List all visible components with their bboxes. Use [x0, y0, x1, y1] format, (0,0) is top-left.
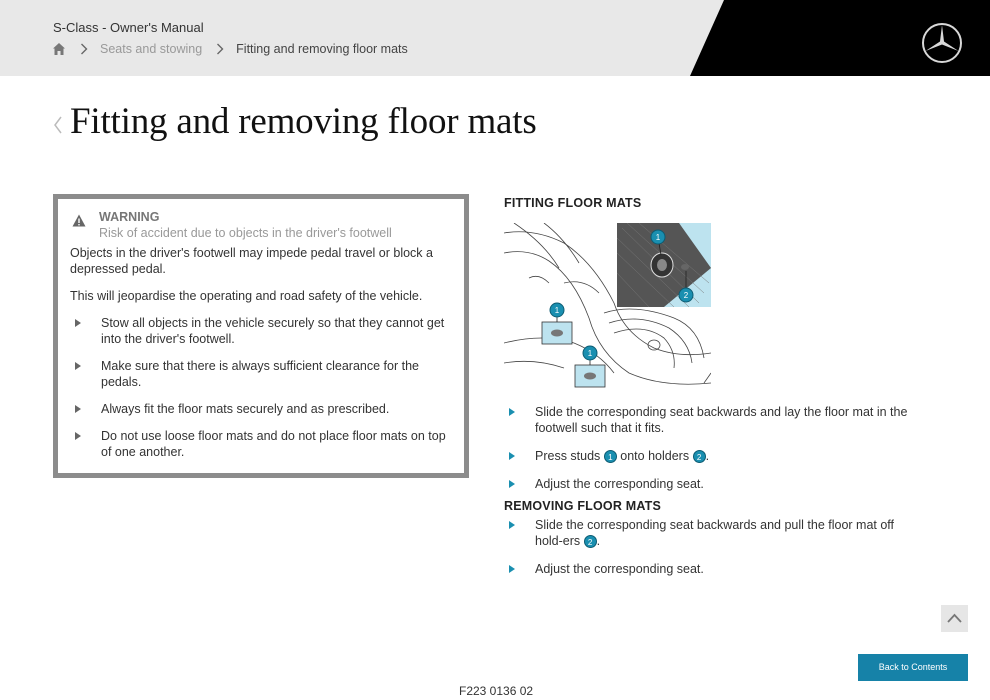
step-text: . — [705, 449, 710, 463]
breadcrumb — [52, 42, 408, 56]
header-bar — [0, 0, 990, 76]
warning-triangle-icon — [72, 214, 86, 227]
floor-mat-illustration — [504, 223, 711, 393]
callout-1-top — [651, 230, 665, 244]
page-title: Fitting and removing floor mats — [70, 101, 537, 142]
bullet-arrow-icon — [509, 480, 515, 488]
chevron-right-icon — [80, 43, 88, 55]
removing-step — [504, 561, 924, 577]
warning-list-item — [70, 401, 450, 417]
warning-list-item — [70, 428, 450, 460]
home-icon[interactable] — [52, 42, 66, 56]
step-text: Slide the corresponding seat backwards and pull the floor mat off hold-ers — [535, 518, 895, 548]
warning-list-item — [70, 315, 450, 347]
callout-1-left — [550, 303, 564, 317]
callout-badge-1: 1 — [604, 450, 617, 463]
warning-subheading: Risk of accident due to objects in the driver's footwell — [99, 226, 392, 240]
breadcrumb-item-current: Fitting and removing floor mats — [236, 42, 408, 56]
svg-text:1: 1 — [554, 306, 560, 315]
scroll-to-top-button[interactable] — [941, 605, 968, 632]
fitting-heading: FITTING FLOOR MATS — [504, 196, 642, 210]
warning-box — [53, 194, 469, 478]
fitting-step — [504, 448, 924, 464]
step-text: Adjust the corresponding seat. — [535, 477, 704, 491]
step-text: Press studs — [535, 449, 601, 463]
callout-badge-2: 2 — [584, 535, 597, 548]
step-text: onto holders — [620, 449, 690, 463]
warning-list — [70, 315, 450, 460]
manual-title: S-Class - Owner's Manual — [53, 20, 204, 35]
warning-paragraph: This will jeopardise the operating and road safety of the vehicle. — [70, 289, 423, 303]
removing-steps — [504, 517, 924, 589]
callout-2-top — [679, 288, 693, 302]
breadcrumb-item-seats[interactable]: Seats and stowing — [100, 42, 203, 56]
step-text: Slide the corresponding seat backwards and lay the floor mat in the footwell such that it fits. — [535, 405, 908, 435]
removing-heading: REMOVING FLOOR MATS — [504, 499, 662, 513]
step-text: Adjust the corresponding seat. — [535, 562, 704, 576]
bullet-arrow-icon — [509, 452, 515, 460]
callout-badge-2: 2 — [693, 450, 706, 463]
fitting-step — [504, 404, 924, 436]
chevron-left-icon[interactable] — [52, 115, 64, 135]
fitting-steps — [504, 404, 924, 504]
mercedes-star-logo-icon[interactable] — [921, 22, 963, 64]
warning-heading: WARNING — [99, 210, 160, 224]
figure-code: F223 0136 02 — [459, 684, 534, 698]
bullet-arrow-icon — [509, 521, 515, 529]
bullet-arrow-icon — [75, 362, 81, 370]
warning-item-text: Do not use loose floor mats and do not place floor mats on top of one another. — [101, 429, 446, 459]
chevron-right-icon — [216, 43, 224, 55]
bullet-arrow-icon — [75, 319, 81, 327]
bullet-arrow-icon — [75, 432, 81, 440]
warning-item-text: Make sure that there is always sufficient clearance for the pedals. — [101, 359, 419, 389]
svg-text:1: 1 — [655, 233, 661, 242]
svg-text:1: 1 — [587, 349, 593, 358]
chevron-up-icon — [941, 605, 968, 632]
warning-item-text: Always fit the floor mats securely and as prescribed. — [101, 402, 390, 416]
bullet-arrow-icon — [75, 405, 81, 413]
warning-paragraph: Objects in the driver's footwell may impede pedal travel or block a depressed pedal. — [70, 246, 433, 276]
removing-step — [504, 517, 924, 549]
warning-body — [70, 245, 450, 471]
callout-1-bottom — [583, 346, 597, 360]
warning-list-item — [70, 358, 450, 390]
svg-text:2: 2 — [683, 291, 689, 300]
back-to-contents-button[interactable]: Back to Contents — [858, 654, 968, 681]
bullet-arrow-icon — [509, 565, 515, 573]
step-text: . — [596, 534, 601, 548]
fitting-step — [504, 476, 924, 492]
bullet-arrow-icon — [509, 408, 515, 416]
warning-item-text: Stow all objects in the vehicle securely so that they cannot get into the driver's footwell. — [101, 316, 445, 346]
